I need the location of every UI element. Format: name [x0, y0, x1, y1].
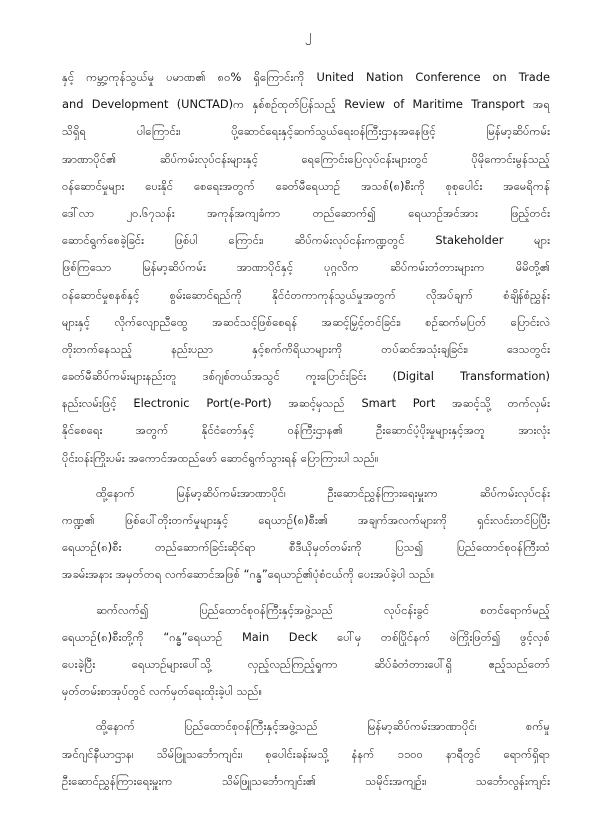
- text-line: ဆောင်ရွက်စေခဲ့ခြင်း ဖြစ်ပါ ကြောင်း၊ ဆိပ်ကမ်းလုပ်ငန်းကဏ္ဍတွင် Stakeholder များ: [62, 233, 550, 248]
- text-line: နိုင်စေရေး အတွက် နိုင်ငံတော်နှင့် ဝန်ကြီးဌာန၏ ဦးဆောင်ပံ့ပိုးမှုများနှင့်အတူ အားလုံး: [62, 423, 550, 438]
- text-line: ကဏ္ဍ၏ ဖြစ်ပေါ်တိုးတက်မှုများနှင့် ရေယာဉ်(၈)စီး၏ အချက်အလက်များကို ရှင်းလင်းတင်ပြပြီး: [62, 513, 550, 527]
- text-line: ဆက်လက်၍ ပြည်ထောင်စုဝန်ကြီးနှင့်အဖွဲ့သည် လုပ်ငန်းခွင် စတင်ရောက်မည့်: [96, 602, 550, 617]
- text-line: ရေယာဉ်(၈)စီး တည်ဆောက်ခြင်းဆိုင်ရာ စီဒီယိုမှတ်တမ်းကို ပြသ၍ ပြည်ထောင်စုဝန်ကြီးထံ: [62, 540, 550, 555]
- text-line: ထို့နောက် ပြည်ထောင်စုဝန်ကြီးနှင့်အဖွဲ့သည် မြန်မာ့ဆိပ်ကမ်းအာဏာပိုင်၊ စက်မှု: [96, 719, 550, 734]
- text-line: ထို့နောက် မြန်မာ့ဆိပ်ကမ်းအာဏာပိုင်၊ ဦးဆောင်ညွှန်ကြားရေးမှူးက ဆိပ်ကမ်းလုပ်ငန်း: [96, 485, 550, 500]
- paragraph-3: [62, 597, 550, 706]
- text-line: မှတ်တမ်းစာအုပ်တွင် လက်မှတ်ရေးထိုးခဲ့ပါ သည်။: [62, 684, 263, 699]
- text-line: တိုးတက်နေသည့် နည်းပညာ နှင့်စက်ကိရိယာများကို တပ်ဆင်အသုံးချခြင်း၊ ဒေသတွင်း: [62, 341, 550, 356]
- text-line: အခမ်းအနား အမှတ်တရ လက်ဆောင်အဖြစ် “ဂန္ဓ”ရေယာဉ်၏ပုံစံငယ်ကို ပေးအပ်ခဲ့ပါ သည်။: [62, 567, 435, 582]
- text-line: အာဏာပိုင်၏ ဆိပ်ကမ်းလုပ်ငန်းများနှင့် ရေကြောင်းပြေလုပ်ငန်းများတွင် ပိုမိုကောင်းမွန်သည့်: [62, 151, 550, 166]
- paragraph-1: [62, 64, 550, 472]
- page-number: ၂: [304, 28, 312, 43]
- text-line: ဦးဆောင်ညွှန်ကြားရေးမှူးက သိမ်ဖြူသင်္ဘောကျင်း၏ သမိုင်းအကျဉ်း၊ သင်္ဘောလွန်းကျင်း: [62, 773, 550, 788]
- text-line: ခေတ်မီဆိပ်ကမ်းများနည်းတူ ဒစ်ဂျစ်တယ်အသွင် ကူးပြောင်းခြင်း (Digital Transformation): [62, 369, 550, 384]
- text-line: and Development (UNCTAD)က နှစ်စဉ်ထုတ်ပြန်သည့် Review of Maritime Transport အရ: [62, 97, 550, 112]
- text-line: သိရှိရ ပါကြောင်း၊ ပို့ဆောင်ရေးနှင့်ဆက်သွယ်ရေးဝန်ကြီးဌာနအနေဖြင့် မြန်မာ့ဆိပ်ကမ်း: [62, 124, 550, 139]
- text-line: များနှင့် လိုက်လျောညီထွေ အဆင်သင့်ဖြစ်စေရန် အဆင့်မြှင့်တင်ခြင်း၊ စဉ်ဆက်မပြတ် ပြောင်းလဲ: [62, 314, 550, 329]
- text-line: ပေးခဲ့ပြီး ရေယာဉ်များပေါ်သို့ လှည့်လည်ကြည့်ရှုကာ ဆိပ်ခံတံတားပေါ်ရှိ ဧည့်သည်တော်: [62, 656, 550, 671]
- text-line: ဖြစ်ကြသော မြန်မာ့ဆိပ်ကမ်း အာဏာပိုင်နှင့် ပုဂ္ဂလိက ဆိပ်ကမ်းတံတားများက မိမိတို့၏: [62, 260, 550, 275]
- text-line: နည်းလမ်းဖြင့် Electronic Port(e-Port) အဆင့်မှသည် Smart Port အဆင့်သို့ တက်လှမ်း: [62, 396, 550, 411]
- text-line: ရေယာဉ်(၈)စီးတို့ကို “ဂန္ဓ”ရေယာဉ် Main Deck ပေါ်မှ တစ်ပြိုင်နက် ဖဲကြိုးဖြတ်၍ ဖွင့်လှစ်: [62, 629, 550, 644]
- text-line: အင်ဂျင်နီယာဌာန၊ သိမ်ဖြူသင်္ဘောကျင်း၊ စုပေါင်းခန်းမသို့ နံနက် ၁၁၀၀ နာရီတွင် ရောက်ရှိရာ: [62, 746, 550, 761]
- text-line: နှင့် ကမ္ဘာ့ကုန်သွယ်မှု ပမာဏ၏ ၈၀% ရှိကြောင်းကို United Nation Conference on Trade: [62, 70, 550, 84]
- text-line: ဒေါ်လာ ၂၀.၆၇သန်း အကုန်အကျခံကာ တည်ဆောက်၍ ရေယာဉ်အင်အား ဖြည့်တင်း: [62, 205, 550, 220]
- text-line: ပိုင်းဝန်းကြိုးပမ်း အကောင်အထည်ဖော် ဆောင်ရွက်သွားရန် ပြောကြားပါ သည်။: [62, 450, 379, 465]
- body-text: [62, 64, 550, 795]
- text-line: ဝန်ဆောင်မှုစနစ်နှင့် စွမ်းဆောင်ရည်ကို နိုင်ငံတကာကုန်သွယ်မှုအတွက် လိုအပ်ချက် စံချိန်စံညွှန်း: [62, 287, 550, 302]
- paragraph-2: [62, 480, 550, 589]
- text-line: ဝန်ဆောင်မှုများ ပေးနိုင် စေရေးအတွက် ခေတ်မီရေယာဉ် အသစ်(၈)စီးကို စုစုပေါင်း အမေရိကန်: [62, 178, 550, 193]
- paragraph-4: [62, 713, 550, 795]
